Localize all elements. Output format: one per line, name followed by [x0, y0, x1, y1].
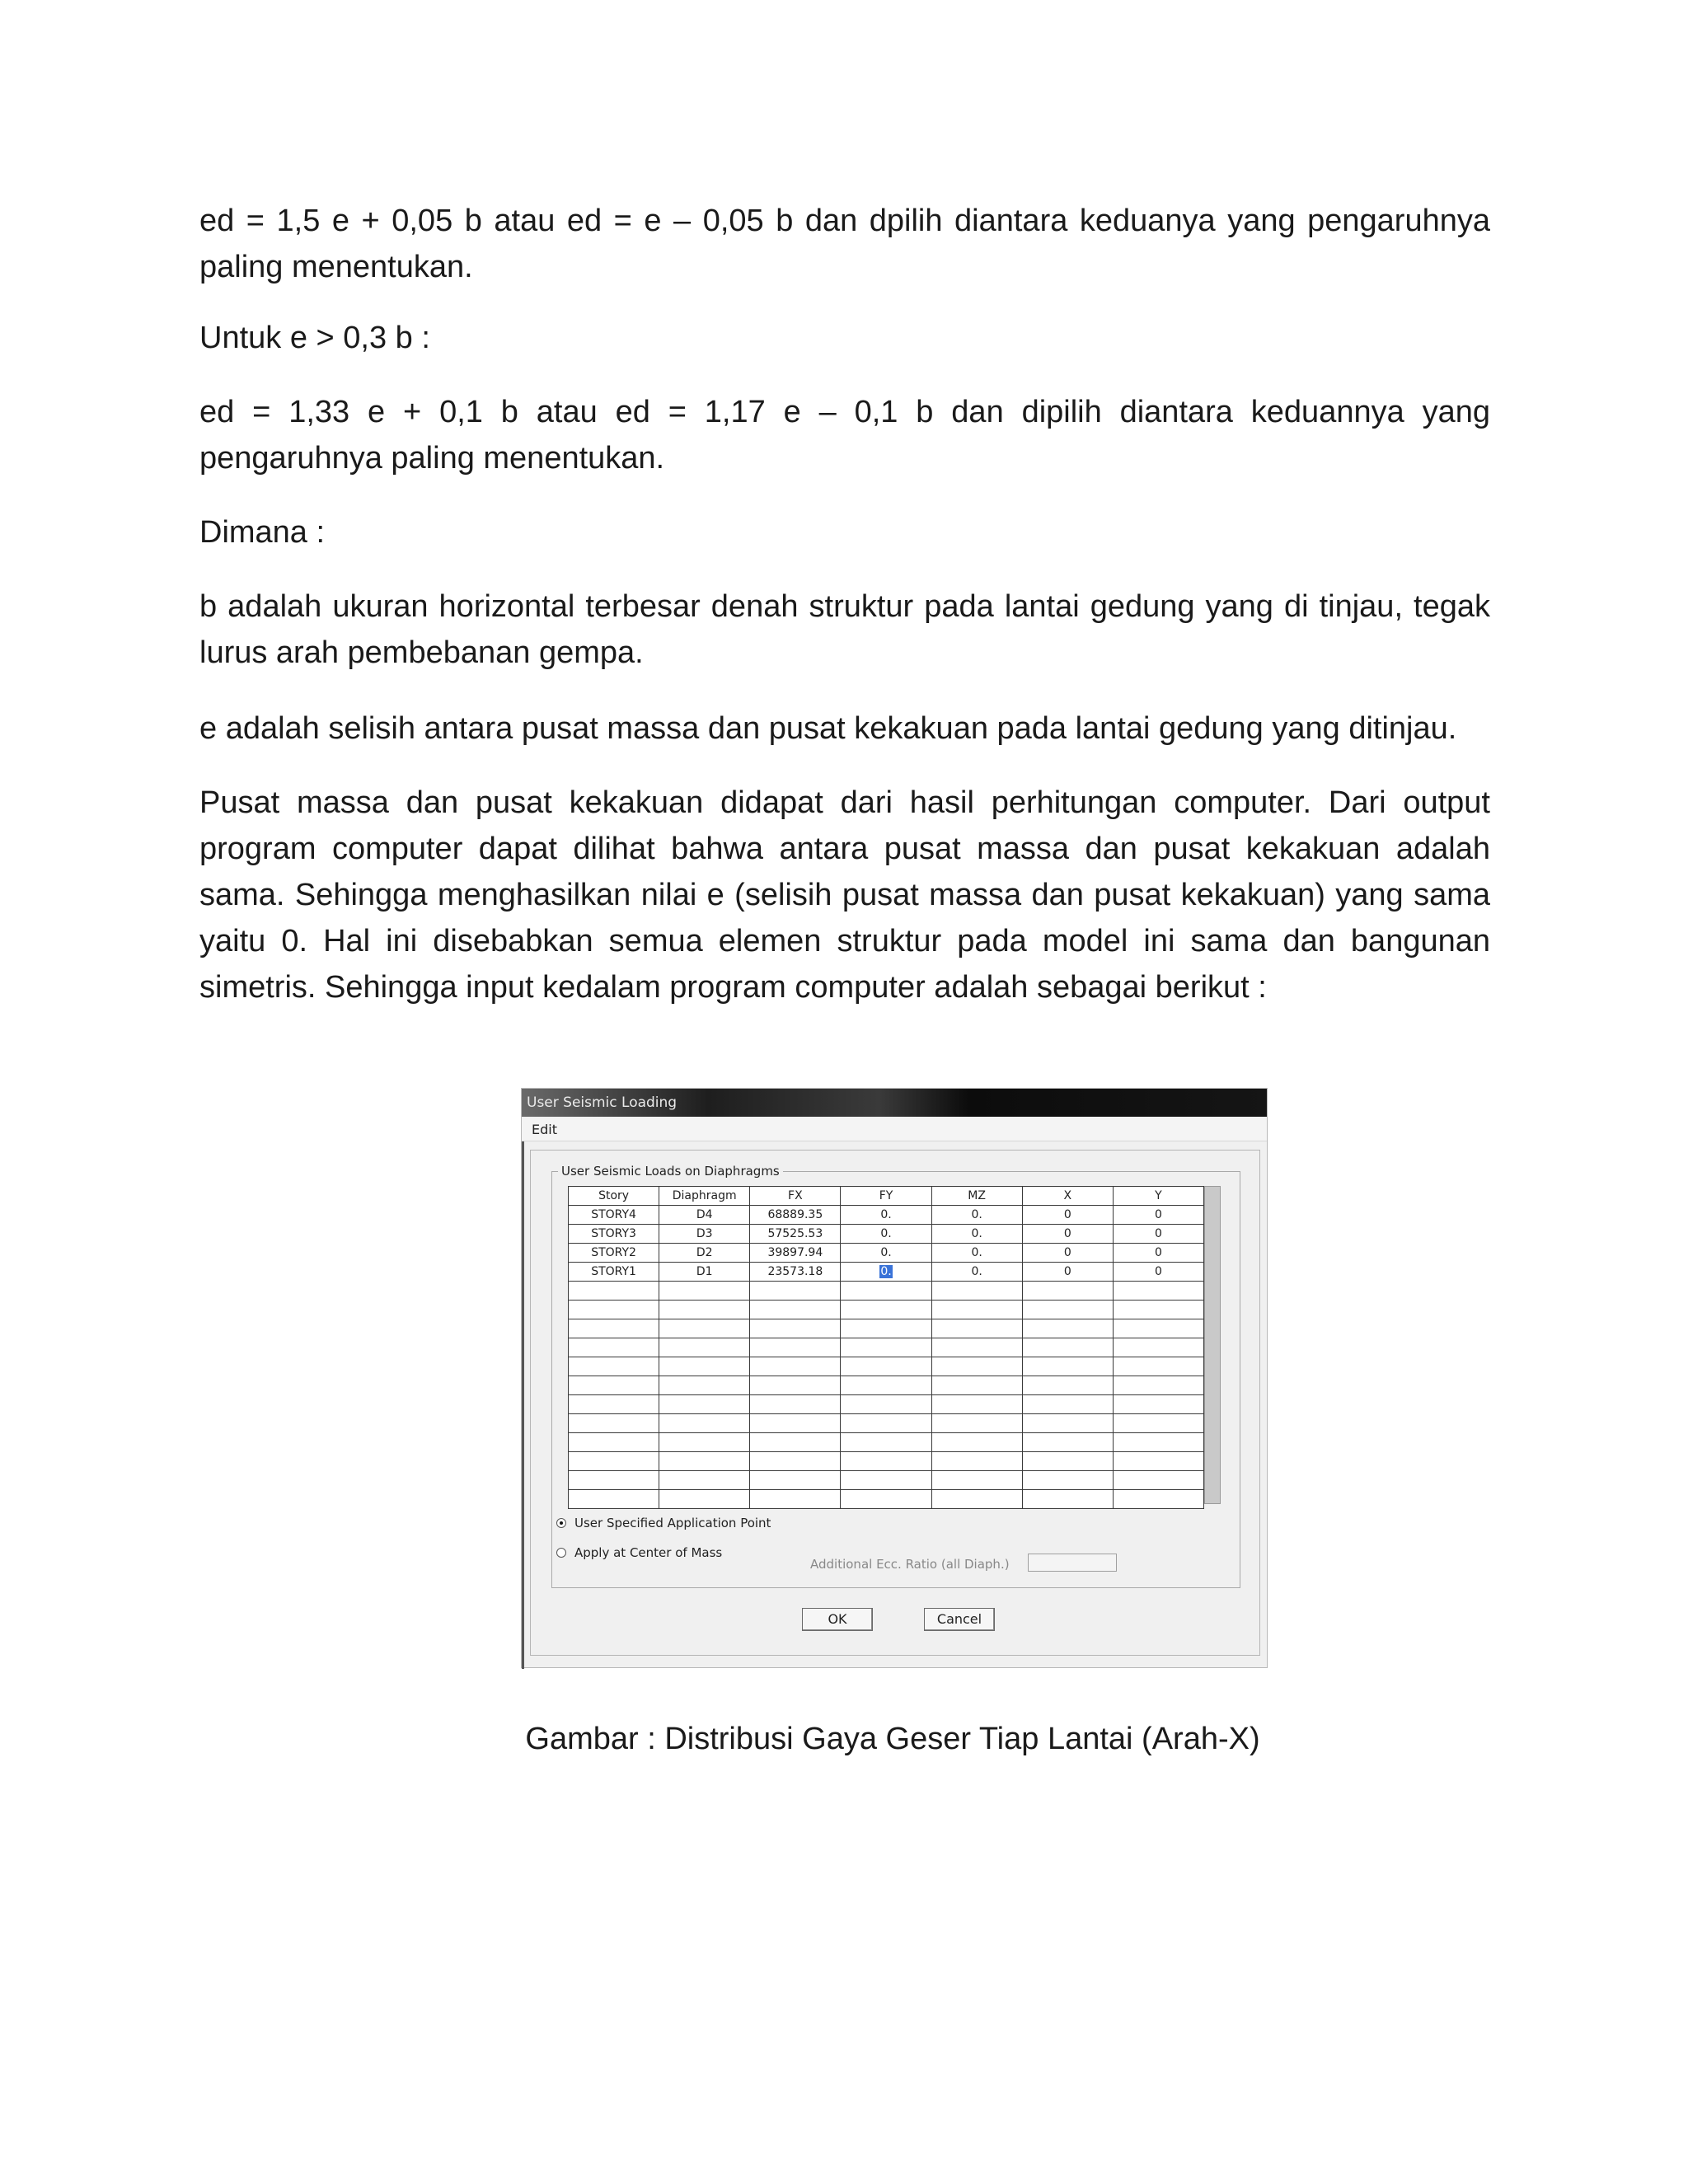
radio-user-specified-label: User Specified Application Point [574, 1516, 771, 1530]
cell-fx[interactable]: 39897.94 [750, 1244, 841, 1263]
cell-diaphragm[interactable] [659, 1452, 750, 1471]
paragraph-b-definition: b adalah ukuran horizontal terbesar denah struktur pada lantai gedung yang di tinjau, tegak lurus arah pembebanan gempa. [199, 589, 1490, 670]
cell-story[interactable]: STORY3 [569, 1225, 659, 1244]
column-header-story: Story [569, 1187, 659, 1206]
user-seismic-loading-dialog [521, 1088, 1268, 1668]
cell-y[interactable] [1113, 1452, 1203, 1471]
menu-edit[interactable]: Edit [522, 1118, 1267, 1141]
cell-mz[interactable]: 0. [931, 1244, 1022, 1263]
cell-diaphragm[interactable] [659, 1490, 750, 1509]
table-body [569, 1206, 1204, 1509]
cell-diaphragm[interactable] [659, 1376, 750, 1395]
cell-story[interactable] [569, 1338, 659, 1357]
cell-story[interactable] [569, 1357, 659, 1376]
cell-fx[interactable] [750, 1301, 841, 1319]
cell-fx[interactable] [750, 1490, 841, 1509]
column-header-fy: FY [841, 1187, 931, 1206]
cell-x[interactable] [1022, 1301, 1113, 1319]
dialog-left-edge [522, 1141, 524, 1669]
cell-fy[interactable] [841, 1452, 931, 1471]
cell-fy[interactable] [841, 1376, 931, 1395]
table-row[interactable] [569, 1452, 1204, 1471]
ok-button[interactable]: OK [802, 1608, 873, 1631]
paragraph-ed-formula-2: ed = 1,33 e + 0,1 b atau ed = 1,17 e – 0,1 b dan dipilih diantara keduannya yang pengaruhnya paling menentukan. [199, 395, 1490, 476]
cell-fy[interactable] [841, 1319, 931, 1338]
cell-mz[interactable] [931, 1452, 1022, 1471]
table-row[interactable] [569, 1225, 1204, 1244]
cell-x[interactable] [1022, 1395, 1113, 1414]
cell-mz[interactable] [931, 1357, 1022, 1376]
paragraph-ed-formula-1: ed = 1,5 e + 0,05 b atau ed = e – 0,05 b dan dpilih diantara keduanya yang pengaruhnya paling menentukan. [199, 204, 1490, 284]
cell-story[interactable] [569, 1471, 659, 1490]
cell-fx[interactable]: 68889.35 [750, 1206, 841, 1225]
table-row[interactable] [569, 1282, 1204, 1301]
cell-diaphragm[interactable]: D4 [659, 1206, 750, 1225]
table-header-row [569, 1187, 1204, 1206]
cell-fy[interactable] [841, 1357, 931, 1376]
cell-mz[interactable] [931, 1433, 1022, 1452]
cell-fx[interactable] [750, 1395, 841, 1414]
table-row[interactable] [569, 1244, 1204, 1263]
cell-fx[interactable] [750, 1433, 841, 1452]
cell-diaphragm[interactable] [659, 1301, 750, 1319]
cell-fy[interactable] [841, 1433, 931, 1452]
cell-y[interactable] [1113, 1376, 1203, 1395]
cell-y[interactable]: 0 [1113, 1206, 1203, 1225]
cell-fy[interactable]: 0. [841, 1206, 931, 1225]
cell-mz[interactable] [931, 1471, 1022, 1490]
cell-x[interactable]: 0 [1022, 1244, 1113, 1263]
dialog-title: User Seismic Loading [522, 1089, 1267, 1117]
cell-mz[interactable] [931, 1282, 1022, 1301]
cell-story[interactable]: STORY4 [569, 1206, 659, 1225]
cell-mz[interactable] [931, 1319, 1022, 1338]
cell-fy[interactable] [841, 1263, 931, 1282]
cell-fx[interactable] [750, 1319, 841, 1338]
cell-y[interactable] [1113, 1301, 1203, 1319]
cell-story[interactable] [569, 1395, 659, 1414]
cell-fx[interactable] [750, 1338, 841, 1357]
cell-y[interactable] [1113, 1319, 1203, 1338]
cell-x[interactable] [1022, 1452, 1113, 1471]
cell-x[interactable] [1022, 1338, 1113, 1357]
cell-diaphragm[interactable] [659, 1433, 750, 1452]
cell-diaphragm[interactable]: D3 [659, 1225, 750, 1244]
cell-fy[interactable] [841, 1301, 931, 1319]
ecc-ratio-input[interactable] [1028, 1554, 1117, 1572]
cell-x[interactable] [1022, 1357, 1113, 1376]
cell-fy[interactable]: 0. [841, 1244, 931, 1263]
cell-story[interactable] [569, 1433, 659, 1452]
column-header-diaphragm: Diaphragm [659, 1187, 750, 1206]
cell-fx[interactable] [750, 1376, 841, 1395]
cell-fx[interactable]: 23573.18 [750, 1263, 841, 1282]
cell-diaphragm[interactable]: D2 [659, 1244, 750, 1263]
table-row[interactable] [569, 1471, 1204, 1490]
cell-diaphragm[interactable] [659, 1319, 750, 1338]
radio-center-of-mass-label: Apply at Center of Mass [574, 1545, 723, 1560]
table-row[interactable] [569, 1490, 1204, 1509]
paragraph-explanation: Pusat massa dan pusat kekakuan didapat dari hasil perhitungan computer. Dari output program computer dapat dilihat bahwa antara pusat massa dan pusat kekakuan adalah sama. Sehingga menghasilkan nilai e (selisih pusat massa dan pusat kekakuan) yang sama yaitu 0. Hal ini disebabkan semua elemen struktur pada model ini sama dan bangunan simetris. Sehingga input kedalam program computer adalah sebagai berikut : [199, 785, 1490, 1005]
column-header-fx: FX [750, 1187, 841, 1206]
cell-fx[interactable] [750, 1282, 841, 1301]
cell-x[interactable]: 0 [1022, 1225, 1113, 1244]
paragraph-condition: Untuk e > 0,3 b : [199, 321, 430, 355]
ecc-ratio-label: Additional Ecc. Ratio (all Diaph.) [810, 1557, 1010, 1572]
cell-story[interactable] [569, 1301, 659, 1319]
cell-story[interactable] [569, 1490, 659, 1509]
table-row[interactable] [569, 1357, 1204, 1376]
cell-diaphragm[interactable] [659, 1471, 750, 1490]
cell-story[interactable]: STORY1 [569, 1263, 659, 1282]
cell-diaphragm[interactable] [659, 1338, 750, 1357]
cell-x[interactable] [1022, 1319, 1113, 1338]
column-header-y: Y [1113, 1187, 1203, 1206]
cell-x[interactable] [1022, 1282, 1113, 1301]
radio-selected-icon[interactable] [556, 1518, 566, 1528]
cell-fy[interactable]: 0. [841, 1225, 931, 1244]
cell-y[interactable] [1113, 1471, 1203, 1490]
table-row[interactable] [569, 1395, 1204, 1414]
cell-x[interactable] [1022, 1376, 1113, 1395]
cell-diaphragm[interactable]: D1 [659, 1263, 750, 1282]
cell-mz[interactable] [931, 1301, 1022, 1319]
cell-diaphragm[interactable] [659, 1414, 750, 1433]
cell-diaphragm[interactable] [659, 1357, 750, 1376]
cell-y[interactable] [1113, 1282, 1203, 1301]
column-header-mz: MZ [931, 1187, 1022, 1206]
cancel-button[interactable]: Cancel [924, 1608, 995, 1631]
cell-mz[interactable]: 0. [931, 1225, 1022, 1244]
table-row[interactable] [569, 1376, 1204, 1395]
cell-fx[interactable]: 57525.53 [750, 1225, 841, 1244]
table-row[interactable] [569, 1338, 1204, 1357]
radio-user-specified-row[interactable] [556, 1516, 771, 1530]
table-row[interactable] [569, 1206, 1204, 1225]
table-row[interactable] [569, 1301, 1204, 1319]
cell-fy[interactable] [841, 1282, 931, 1301]
paragraph-e-definition: e adalah selisih antara pusat massa dan pusat kekakuan pada lantai gedung yang ditinjau. [199, 711, 1457, 746]
cell-y[interactable]: 0 [1113, 1263, 1203, 1282]
cell-x[interactable]: 0 [1022, 1263, 1113, 1282]
cell-y[interactable] [1113, 1433, 1203, 1452]
cell-mz[interactable] [931, 1395, 1022, 1414]
cell-y[interactable] [1113, 1395, 1203, 1414]
cell-mz[interactable] [931, 1376, 1022, 1395]
cell-x[interactable]: 0 [1022, 1206, 1113, 1225]
table-row[interactable] [569, 1414, 1204, 1433]
cell-mz[interactable]: 0. [931, 1206, 1022, 1225]
cell-diaphragm[interactable] [659, 1395, 750, 1414]
paragraph-dimana: Dimana : [199, 515, 326, 550]
cell-mz[interactable] [931, 1338, 1022, 1357]
cell-fx[interactable] [750, 1357, 841, 1376]
cell-x[interactable] [1022, 1414, 1113, 1433]
cell-fx[interactable] [750, 1452, 841, 1471]
cell-x[interactable] [1022, 1490, 1113, 1509]
cell-story[interactable] [569, 1319, 659, 1338]
table-row[interactable] [569, 1263, 1204, 1282]
cell-story[interactable] [569, 1376, 659, 1395]
table-scrollbar[interactable] [1204, 1186, 1221, 1504]
cell-fy[interactable] [841, 1395, 931, 1414]
cell-diaphragm[interactable] [659, 1282, 750, 1301]
column-header-x: X [1022, 1187, 1113, 1206]
cell-fy[interactable] [841, 1471, 931, 1490]
cell-story[interactable] [569, 1452, 659, 1471]
cell-fx[interactable] [750, 1471, 841, 1490]
cell-y[interactable] [1113, 1414, 1203, 1433]
table-row[interactable] [569, 1433, 1204, 1452]
table-row[interactable] [569, 1319, 1204, 1338]
selected-cell-value[interactable]: 0. [880, 1265, 892, 1278]
cell-story[interactable]: STORY2 [569, 1244, 659, 1263]
cell-y[interactable]: 0 [1113, 1225, 1203, 1244]
cell-story[interactable] [569, 1282, 659, 1301]
seismic-loads-table [568, 1186, 1204, 1509]
figure-caption: Gambar : Distribusi Gaya Geser Tiap Lantai (Arah-X) [525, 1722, 1260, 1756]
cell-x[interactable] [1022, 1471, 1113, 1490]
cell-mz[interactable] [931, 1490, 1022, 1509]
radio-center-of-mass-row[interactable] [556, 1545, 722, 1560]
cell-y[interactable] [1113, 1357, 1203, 1376]
group-title: User Seismic Loads on Diaphragms [558, 1163, 783, 1179]
cell-fx[interactable] [750, 1414, 841, 1433]
radio-unselected-icon[interactable] [556, 1548, 566, 1558]
cell-mz[interactable] [931, 1414, 1022, 1433]
cell-y[interactable]: 0 [1113, 1244, 1203, 1263]
cell-y[interactable] [1113, 1338, 1203, 1357]
cell-x[interactable] [1022, 1433, 1113, 1452]
cell-y[interactable] [1113, 1490, 1203, 1509]
cell-mz[interactable]: 0. [931, 1263, 1022, 1282]
cell-fy[interactable] [841, 1414, 931, 1433]
cell-fy[interactable] [841, 1338, 931, 1357]
cell-fy[interactable] [841, 1490, 931, 1509]
cell-story[interactable] [569, 1414, 659, 1433]
